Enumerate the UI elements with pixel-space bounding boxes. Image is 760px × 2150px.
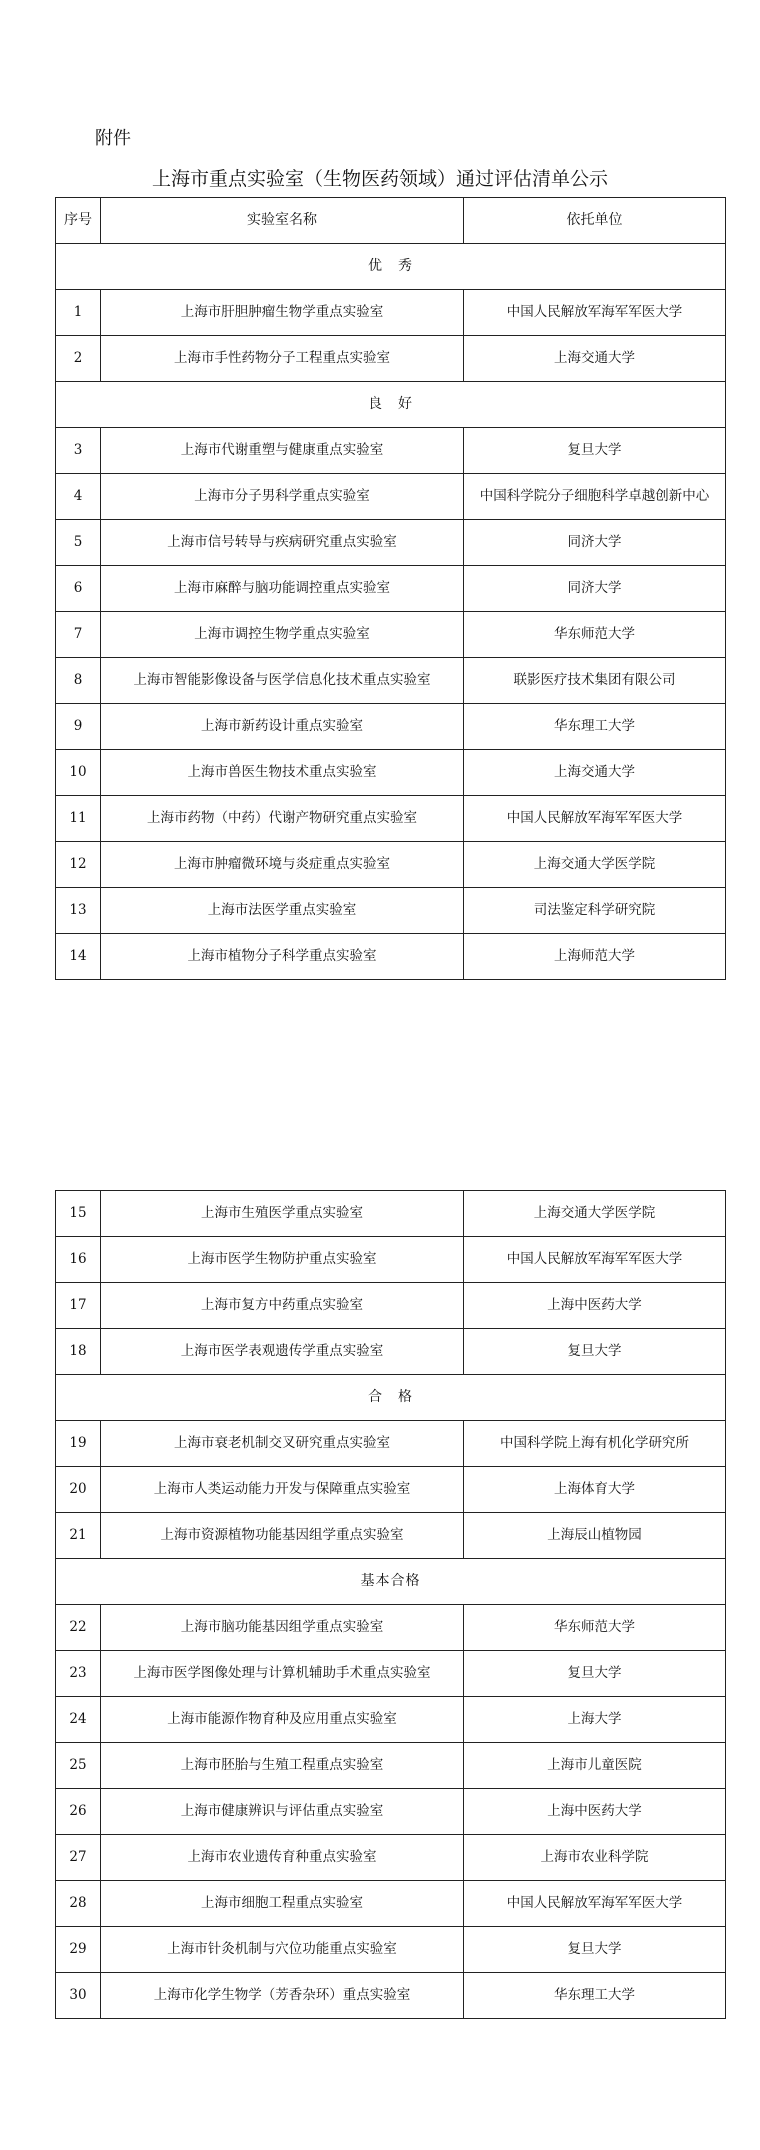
lab-name-cell: 上海市胚胎与生殖工程重点实验室 [101, 1743, 464, 1789]
table-row [56, 1743, 726, 1789]
table-row [56, 1421, 726, 1467]
lab-name-cell: 上海市化学生物学（芳香杂环）重点实验室 [101, 1973, 464, 2019]
serial-number-cell: 14 [56, 934, 101, 980]
table-row [56, 428, 726, 474]
host-unit-cell: 上海交通大学医学院 [464, 1191, 726, 1237]
serial-number-cell: 24 [56, 1697, 101, 1743]
table-body-page-2 [56, 1191, 726, 2019]
table-row [56, 1237, 726, 1283]
lab-name-cell: 上海市智能影像设备与医学信息化技术重点实验室 [101, 658, 464, 704]
table-row [56, 1283, 726, 1329]
lab-name-cell: 上海市复方中药重点实验室 [101, 1283, 464, 1329]
table-row [56, 1789, 726, 1835]
table-row [56, 796, 726, 842]
group-header-row [56, 1559, 726, 1605]
host-unit-cell: 上海师范大学 [464, 934, 726, 980]
serial-number-cell: 18 [56, 1329, 101, 1375]
table-row [56, 1651, 726, 1697]
host-unit-cell: 上海交通大学 [464, 750, 726, 796]
serial-number-cell: 22 [56, 1605, 101, 1651]
host-unit-cell: 中国人民解放军海军军医大学 [464, 796, 726, 842]
serial-number-cell: 30 [56, 1973, 101, 2019]
host-unit-cell: 华东理工大学 [464, 1973, 726, 2019]
table-row [56, 336, 726, 382]
serial-number-cell: 3 [56, 428, 101, 474]
lab-name-cell: 上海市药物（中药）代谢产物研究重点实验室 [101, 796, 464, 842]
lab-name-cell: 上海市医学表观遗传学重点实验室 [101, 1329, 464, 1375]
host-unit-cell: 复旦大学 [464, 1651, 726, 1697]
serial-number-cell: 7 [56, 612, 101, 658]
host-unit-cell: 华东师范大学 [464, 612, 726, 658]
evaluation-table-page-2 [55, 1190, 726, 2019]
header-lab-name: 实验室名称 [101, 198, 464, 244]
host-unit-cell: 上海辰山植物园 [464, 1513, 726, 1559]
serial-number-cell: 6 [56, 566, 101, 612]
lab-name-cell: 上海市麻醉与脑功能调控重点实验室 [101, 566, 464, 612]
rating-group-label: 合 格 [56, 1375, 726, 1421]
host-unit-cell: 华东理工大学 [464, 704, 726, 750]
header-host-unit: 依托单位 [464, 198, 726, 244]
lab-name-cell: 上海市脑功能基因组学重点实验室 [101, 1605, 464, 1651]
lab-name-cell: 上海市农业遗传育种重点实验室 [101, 1835, 464, 1881]
host-unit-cell: 复旦大学 [464, 1329, 726, 1375]
lab-name-cell: 上海市肿瘤微环境与炎症重点实验室 [101, 842, 464, 888]
serial-number-cell: 4 [56, 474, 101, 520]
lab-name-cell: 上海市植物分子科学重点实验室 [101, 934, 464, 980]
serial-number-cell: 9 [56, 704, 101, 750]
table-row [56, 566, 726, 612]
table-header-row [56, 198, 726, 244]
host-unit-cell: 上海市农业科学院 [464, 1835, 726, 1881]
table-row [56, 1513, 726, 1559]
evaluation-table-page-1 [55, 197, 726, 980]
lab-name-cell: 上海市兽医生物技术重点实验室 [101, 750, 464, 796]
host-unit-cell: 上海体育大学 [464, 1467, 726, 1513]
table-row [56, 290, 726, 336]
serial-number-cell: 26 [56, 1789, 101, 1835]
group-header-row [56, 1375, 726, 1421]
table-row [56, 704, 726, 750]
serial-number-cell: 28 [56, 1881, 101, 1927]
table-row [56, 1467, 726, 1513]
rating-group-label: 优 秀 [56, 244, 726, 290]
table-row [56, 934, 726, 980]
host-unit-cell: 复旦大学 [464, 428, 726, 474]
host-unit-cell: 上海大学 [464, 1697, 726, 1743]
host-unit-cell: 上海市儿童医院 [464, 1743, 726, 1789]
table-row [56, 1973, 726, 2019]
lab-name-cell: 上海市人类运动能力开发与保障重点实验室 [101, 1467, 464, 1513]
rating-group-label: 基本合格 [56, 1559, 726, 1605]
host-unit-cell: 上海交通大学医学院 [464, 842, 726, 888]
table-body-page-1 [56, 244, 726, 980]
host-unit-cell: 同济大学 [464, 566, 726, 612]
table-row [56, 1191, 726, 1237]
lab-name-cell: 上海市分子男科学重点实验室 [101, 474, 464, 520]
lab-name-cell: 上海市生殖医学重点实验室 [101, 1191, 464, 1237]
serial-number-cell: 23 [56, 1651, 101, 1697]
host-unit-cell: 上海交通大学 [464, 336, 726, 382]
host-unit-cell: 上海中医药大学 [464, 1283, 726, 1329]
serial-number-cell: 19 [56, 1421, 101, 1467]
host-unit-cell: 中国科学院上海有机化学研究所 [464, 1421, 726, 1467]
serial-number-cell: 13 [56, 888, 101, 934]
lab-name-cell: 上海市调控生物学重点实验室 [101, 612, 464, 658]
host-unit-cell: 复旦大学 [464, 1927, 726, 1973]
host-unit-cell: 司法鉴定科学研究院 [464, 888, 726, 934]
lab-name-cell: 上海市医学图像处理与计算机辅助手术重点实验室 [101, 1651, 464, 1697]
serial-number-cell: 29 [56, 1927, 101, 1973]
table-row [56, 474, 726, 520]
lab-name-cell: 上海市新药设计重点实验室 [101, 704, 464, 750]
serial-number-cell: 8 [56, 658, 101, 704]
host-unit-cell: 上海中医药大学 [464, 1789, 726, 1835]
lab-name-cell: 上海市医学生物防护重点实验室 [101, 1237, 464, 1283]
serial-number-cell: 2 [56, 336, 101, 382]
serial-number-cell: 10 [56, 750, 101, 796]
lab-name-cell: 上海市能源作物育种及应用重点实验室 [101, 1697, 464, 1743]
lab-name-cell: 上海市代谢重塑与健康重点实验室 [101, 428, 464, 474]
host-unit-cell: 华东师范大学 [464, 1605, 726, 1651]
serial-number-cell: 12 [56, 842, 101, 888]
host-unit-cell: 中国科学院分子细胞科学卓越创新中心 [464, 474, 726, 520]
serial-number-cell: 20 [56, 1467, 101, 1513]
serial-number-cell: 17 [56, 1283, 101, 1329]
lab-name-cell: 上海市健康辨识与评估重点实验室 [101, 1789, 464, 1835]
table-row [56, 1881, 726, 1927]
rating-group-label: 良 好 [56, 382, 726, 428]
serial-number-cell: 1 [56, 290, 101, 336]
table-row [56, 1697, 726, 1743]
table-row [56, 842, 726, 888]
host-unit-cell: 中国人民解放军海军军医大学 [464, 290, 726, 336]
lab-name-cell: 上海市肝胆肿瘤生物学重点实验室 [101, 290, 464, 336]
table-row [56, 888, 726, 934]
table-row [56, 750, 726, 796]
group-header-row [56, 382, 726, 428]
table-row [56, 1329, 726, 1375]
table-row [56, 612, 726, 658]
table-row [56, 1927, 726, 1973]
serial-number-cell: 15 [56, 1191, 101, 1237]
attachment-label: 附件 [95, 128, 131, 149]
table-row [56, 1605, 726, 1651]
serial-number-cell: 25 [56, 1743, 101, 1789]
header-serial-number: 序号 [56, 198, 101, 244]
lab-name-cell: 上海市手性药物分子工程重点实验室 [101, 336, 464, 382]
serial-number-cell: 5 [56, 520, 101, 566]
lab-name-cell: 上海市信号转导与疾病研究重点实验室 [101, 520, 464, 566]
serial-number-cell: 21 [56, 1513, 101, 1559]
group-header-row [56, 244, 726, 290]
host-unit-cell: 中国人民解放军海军军医大学 [464, 1237, 726, 1283]
lab-name-cell: 上海市衰老机制交叉研究重点实验室 [101, 1421, 464, 1467]
serial-number-cell: 27 [56, 1835, 101, 1881]
host-unit-cell: 中国人民解放军海军军医大学 [464, 1881, 726, 1927]
lab-name-cell: 上海市针灸机制与穴位功能重点实验室 [101, 1927, 464, 1973]
lab-name-cell: 上海市细胞工程重点实验室 [101, 1881, 464, 1927]
table-row [56, 520, 726, 566]
serial-number-cell: 16 [56, 1237, 101, 1283]
host-unit-cell: 联影医疗技术集团有限公司 [464, 658, 726, 704]
table-row [56, 658, 726, 704]
host-unit-cell: 同济大学 [464, 520, 726, 566]
lab-name-cell: 上海市资源植物功能基因组学重点实验室 [101, 1513, 464, 1559]
page-title: 上海市重点实验室（生物医药领域）通过评估清单公示 [151, 168, 608, 190]
table-row [56, 1835, 726, 1881]
serial-number-cell: 11 [56, 796, 101, 842]
lab-name-cell: 上海市法医学重点实验室 [101, 888, 464, 934]
